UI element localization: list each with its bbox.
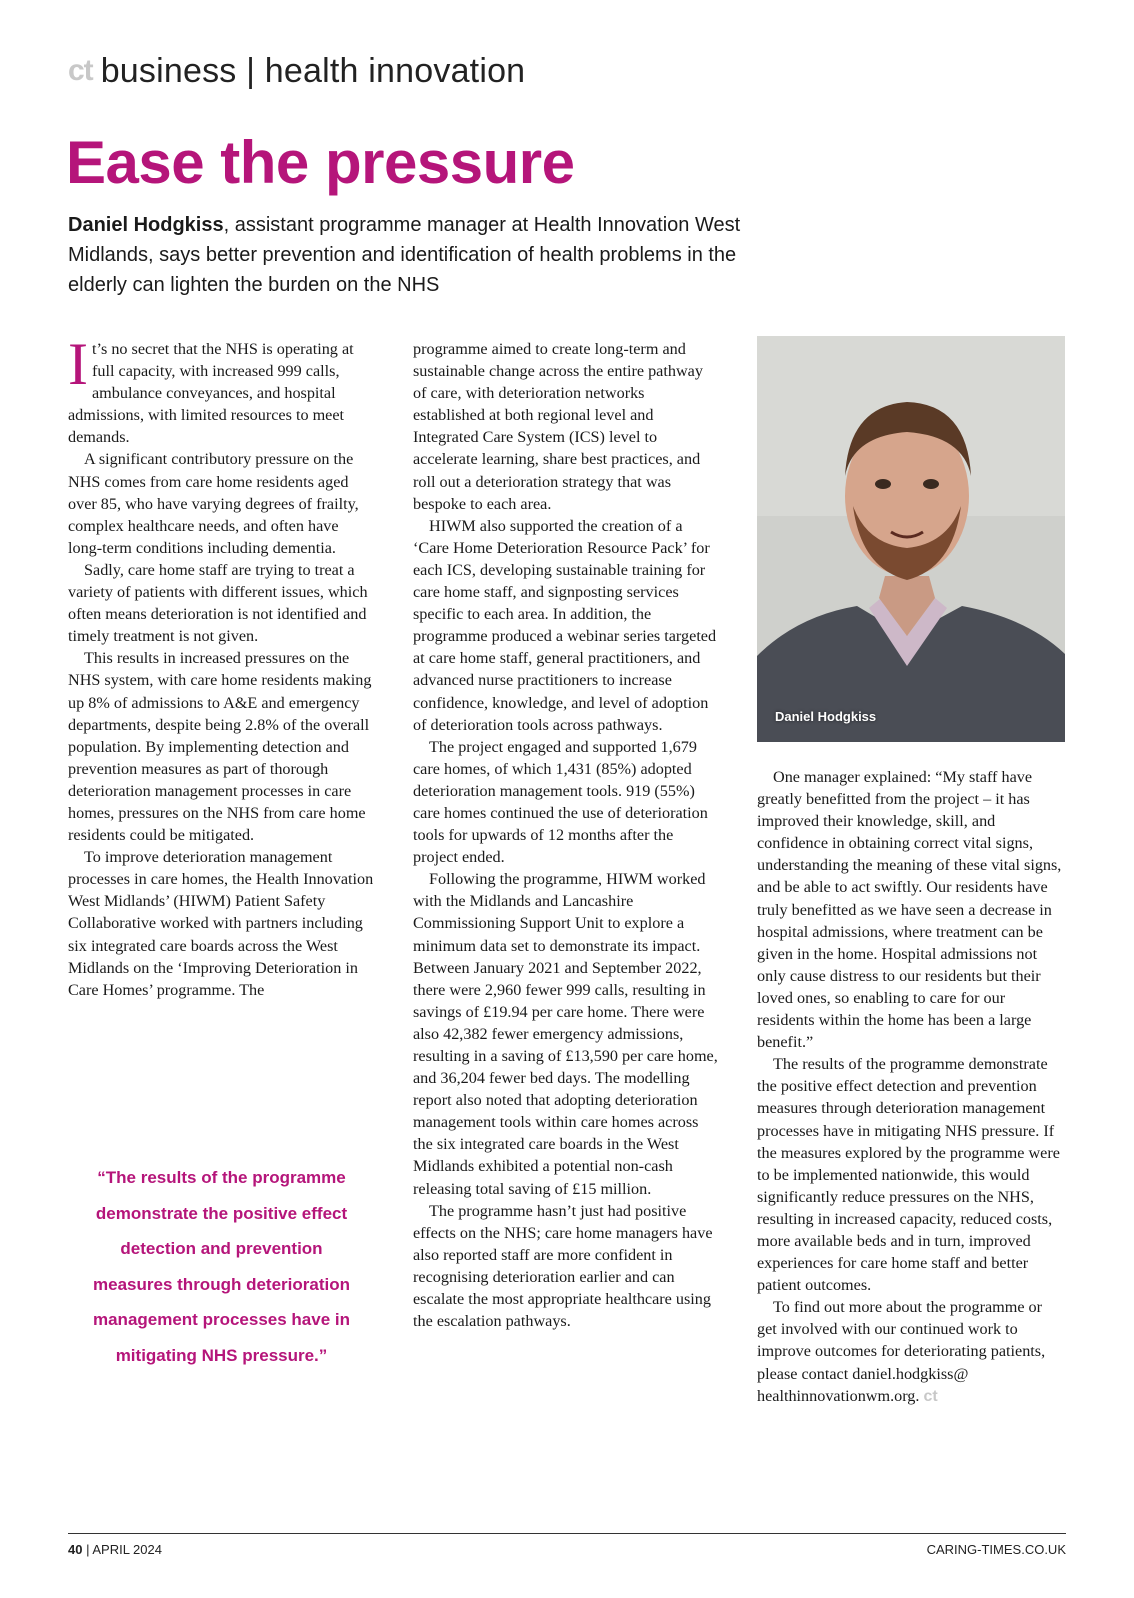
paragraph	[68, 331, 375, 448]
paragraph: The results of the programme demonstrate the positive effect detection and prevention measures through deterioration management processes have in mitigating NHS pressure. If the measures explored by the programme were to be implemented nationwide, this would significantly reduce pressures on the NHS, resulting in increased capacity, reduced costs, more available beds and in turn, improved experiences for care home staff and better patient outcomes.	[757, 1055, 1060, 1295]
paragraph: One manager explained: “My staff have greatly benefitted from the project – it has improved their knowledge, skill, and confidence in obtaining correct vital signs, understanding the meaning of these vital signs, and be able to act swiftly. Our residents have truly benefitted as we have seen a decrease in hospital admissions, where treatment can be given in the home. Hospital admissions not only cause distress to our residents but their loved ones, so enabling to care for our residents within the home has been a large benefit.”	[757, 768, 1062, 1052]
issue-date: | APRIL 2024	[82, 1542, 162, 1557]
paragraph	[757, 1296, 1064, 1407]
paragraph-text: To find out more about the programme or get involved with our continued work to improve outcomes for deteriorating patients, please contact daniel.hodgkiss@ healthinnovationwm.org.	[757, 1298, 1046, 1405]
column-1	[68, 331, 375, 1001]
paragraph: Sadly, care home staff are trying to treat a variety of patients with different issues, which often means deterioration is not identified and timely treatment is not given.	[68, 560, 368, 646]
footer-website: CARING-TIMES.CO.UK	[926, 1542, 1066, 1557]
pull-quote: “The results of the programme demonstrate the positive effect detection and prevention measures through deterioration management processes have in mitigating NHS pressure.”	[92, 1168, 350, 1365]
paragraph-text: t’s no secret that the NHS is operating at full capacity, with increased 999 calls, ambulance conveyances, and hospital admissions, with limited resources to meet demands.	[68, 340, 354, 447]
section-label: business | health innovation	[100, 51, 526, 90]
paragraph: The project engaged and supported 1,679 care homes, of which 1,431 (85%) adopted deterioration management tools. 919 (55%) care homes continued the use of deterioration tools for upwards of 12 months after the project ended.	[413, 737, 708, 867]
paragraph: The programme hasn’t just had positive effects on the NHS; care home managers have also reported staff are more confident in recognising deterioration earlier and can escalate the most appropriate healthcare using the escalation pathways.	[413, 1201, 713, 1331]
paragraph: Following the programme, HIWM worked with the Midlands and Lancashire Commissioning Support Unit to explore a minimum data set to demonstrate its impact. Between January 2021 and September 2022, there were 2,960 fewer 999 calls, resulting in savings of £19.94 per care home. There were also 42,382 fewer emergency admissions, resulting in a saving of £13,590 per care home, and 36,204 fewer bed days. The modelling report also noted that adopting deterioration management tools within care homes across the six integrated care boards in the West Midlands exhibited a potential non-cash releasing total saving of £15 million.	[413, 870, 718, 1198]
drop-cap: I	[68, 331, 88, 397]
section-header	[68, 50, 525, 92]
paragraph: To improve deterioration management processes in care homes, the Health Innovation West Midlands’ (HIWM) Patient Safety Collaborative worked with partners including six integrated care boards across the West Midlands on the ‘Improving Deterioration in Care Homes’ programme. The	[68, 848, 374, 999]
author-name: Daniel Hodgkiss	[68, 214, 224, 236]
portrait-illustration	[757, 336, 1065, 742]
footer-folio	[68, 1542, 162, 1557]
standfirst	[68, 210, 798, 300]
author-photo	[757, 336, 1065, 742]
column-2	[413, 338, 720, 1332]
standfirst-text: , assistant programme manager at Health Innovation West Midlands, says better prevention and identification of health problems in the elderly can lighten the burden on the NHS	[68, 214, 741, 296]
page-number: 40	[68, 1542, 83, 1557]
paragraph: This results in increased pressures on the NHS system, with care home residents making up 8% of admissions to A&E and emergency departments, despite being 2.8% of the overall population. By implementing detection and prevention measures as part of thorough deterioration management processes in care homes, pressures on the NHS from care home residents could be mitigated.	[68, 649, 372, 845]
ct-logo: ct	[68, 54, 93, 87]
column-3	[757, 766, 1064, 1408]
footer-divider	[68, 1533, 1066, 1534]
photo-caption: Daniel Hodgkiss	[775, 709, 877, 724]
end-mark-logo: ct	[923, 1387, 938, 1405]
article-title: Ease the pressure	[66, 129, 575, 196]
paragraph: HIWM also supported the creation of a ‘Care Home Deterioration Resource Pack’ for each ICS, developing sustainable training for care home staff, and signposting services specific to each area. In addition, the programme produced a webinar series targeted at care home staff, general practitioners, and advanced nurse practitioners to increase confidence, knowledge, and level of adoption of deterioration tools across pathways.	[413, 516, 717, 734]
paragraph: programme aimed to create long-term and sustainable change across the entire pathway of care, with deterioration networks established at both regional level and Integrated Care System (ICS) level to accelerate learning, share best practices, and roll out a deterioration strategy that was bespoke to each area.	[413, 340, 703, 513]
paragraph: A significant contributory pressure on the NHS comes from care home residents aged over 85, who have varying degrees of frailty, complex healthcare needs, and often have long-term conditions including dementia.	[68, 450, 359, 557]
